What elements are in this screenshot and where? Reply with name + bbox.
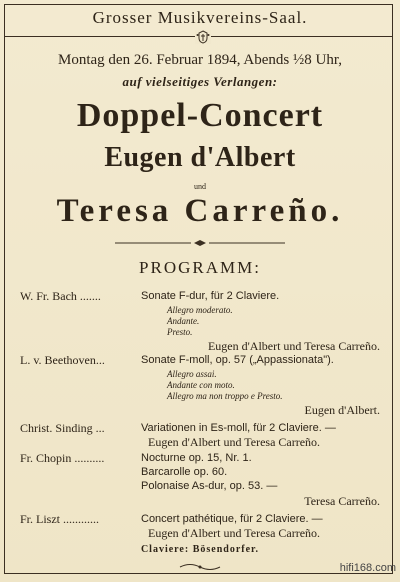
work-beethoven-sonata: Sonate F-moll, op. 57 („Appassionata"). <box>141 354 334 366</box>
movement-beethoven-3: Allegro ma non troppo e Presto. <box>167 391 283 401</box>
piano-credit: Claviere: Bösendorfer. <box>140 544 260 555</box>
conjunction: und <box>194 182 206 191</box>
work-liszt-concert: Concert pathétique, für 2 Claviere. — <box>141 513 323 525</box>
performer-name-2: Teresa Carreño. <box>56 193 344 229</box>
performers-chopin: Teresa Carreño. <box>304 494 380 508</box>
work-sinding-variations: Variationen in Es-moll, für 2 Claviere. — <box>141 422 336 434</box>
work-bach-sonata: Sonate F-dur, für 2 Claviere. <box>141 290 280 302</box>
venue-heading: Grosser Musikvereins-Saal. <box>92 8 308 27</box>
subtitle: auf vielseitiges Verlangen: <box>122 74 278 89</box>
ornamental-divider <box>115 239 285 247</box>
movement-bach-2: Andante. <box>167 316 200 326</box>
program-heading: PROGRAMM: <box>139 258 261 277</box>
work-chopin-nocturne: Nocturne op. 15, Nr. 1. <box>141 452 252 464</box>
work-chopin-polonaise: Polonaise As-dur, op. 53. — <box>141 480 278 492</box>
work-chopin-barcarolle: Barcarolle op. 60. <box>141 466 228 478</box>
header-rule <box>4 32 393 42</box>
composer-bach: W. Fr. Bach ....... <box>20 289 101 303</box>
date-line: Montag den 26. Februar 1894, Abends ½8 Uhr, <box>58 52 342 68</box>
composer-beethoven: L. v. Beethoven... <box>20 353 105 367</box>
movement-bach-1: Allegro moderato. <box>167 305 233 315</box>
movement-beethoven-2: Andante con moto. <box>167 380 235 390</box>
performers-bach: Eugen d'Albert und Teresa Carreño. <box>207 339 380 353</box>
movement-bach-3: Presto. <box>167 327 193 337</box>
crest-emblem-icon <box>195 30 211 44</box>
concert-title: Doppel-Concert <box>76 97 324 134</box>
composer-sinding: Christ. Sinding ... <box>20 421 105 435</box>
performer-name-1: Eugen d'Albert <box>104 142 296 173</box>
composer-liszt: Fr. Liszt ............ <box>20 512 100 526</box>
watermark: hifi168.com <box>339 562 396 574</box>
performers-sinding: Eugen d'Albert und Teresa Carreño. <box>148 435 321 449</box>
performers-liszt: Eugen d'Albert und Teresa Carreño. <box>148 526 321 540</box>
performers-beethoven: Eugen d'Albert. <box>304 403 380 417</box>
bottom-ornament-icon <box>170 562 230 572</box>
composer-chopin: Fr. Chopin .......... <box>20 451 105 465</box>
movement-beethoven-1: Allegro assai. <box>167 369 217 379</box>
